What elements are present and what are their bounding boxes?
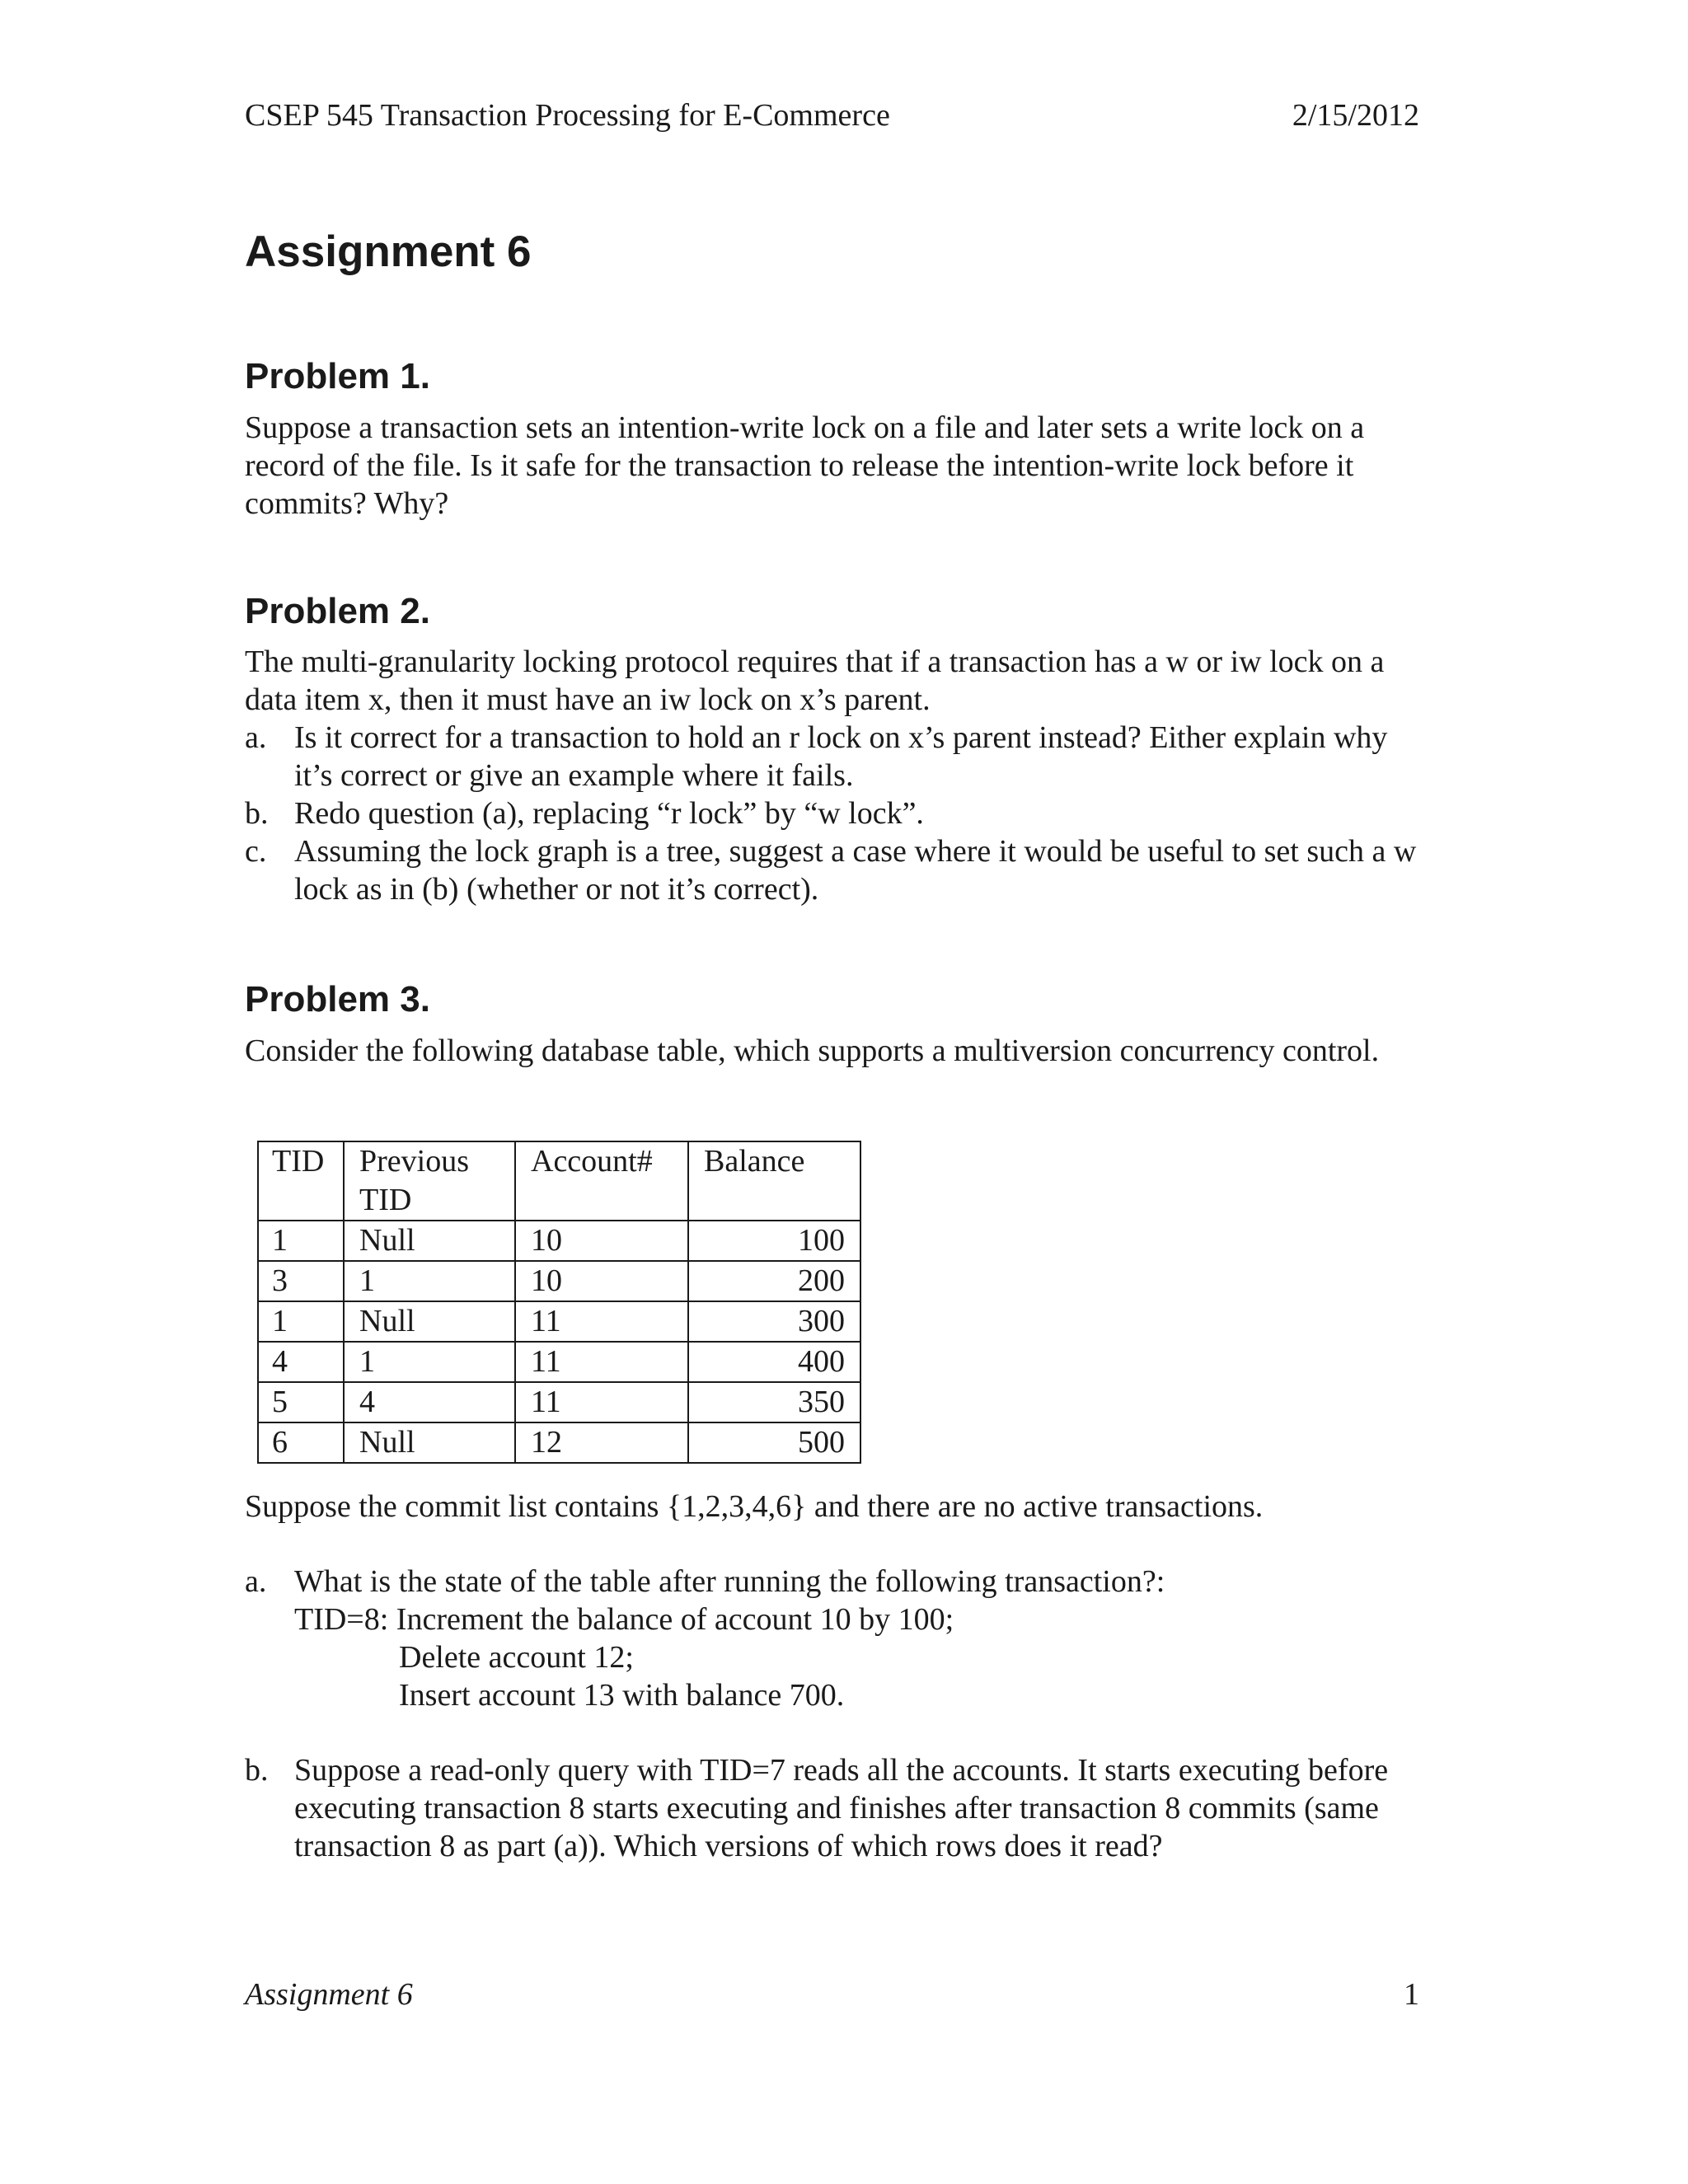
table-row	[258, 1301, 860, 1342]
page-header	[245, 97, 1419, 138]
question-b	[245, 1751, 1423, 1865]
table-row	[258, 1422, 860, 1463]
commit-list-note: Suppose the commit list contains {1,2,3,4,6} and there are no active transactions.	[245, 1489, 1264, 1524]
cell-tid: 1	[258, 1221, 344, 1261]
question-a-marker: a.	[245, 1564, 267, 1599]
transaction-line-2: Delete account 12;	[399, 1640, 634, 1675]
column-header: Account#	[515, 1141, 688, 1221]
item-text: Assuming the lock graph is a tree, suggest a case where it would be useful to set such a w lock as in (b) (whether or not it’s correct).	[294, 834, 1417, 907]
problem-2-questions	[245, 719, 1423, 908]
cell-tid: 1	[258, 1301, 344, 1342]
problem-2-item-a	[245, 719, 1423, 794]
item-marker: a.	[245, 720, 267, 755]
page-number: 1	[1404, 1977, 1419, 2012]
item-text: Redo question (a), replacing “r lock” by “w lock”.	[294, 796, 924, 831]
item-marker: b.	[245, 1753, 269, 1788]
cell-balance: 400	[688, 1342, 860, 1382]
problem-3-intro: Consider the following database table, which supports a multiversion concurrency control.	[245, 1033, 1380, 1068]
cell-account: 11	[515, 1301, 688, 1342]
cell-tid: 3	[258, 1261, 344, 1301]
question-a-text: What is the state of the table after running the following transaction?:	[294, 1564, 1165, 1599]
cell-account: 11	[515, 1342, 688, 1382]
footer-label: Assignment 6	[245, 1977, 413, 2012]
table-row	[258, 1221, 860, 1261]
table-row	[258, 1261, 860, 1301]
document-title: Assignment 6	[245, 227, 532, 276]
problem-1-heading: Problem 1.	[245, 356, 430, 396]
header-date: 2/15/2012	[1292, 98, 1419, 133]
item-marker: b.	[245, 796, 269, 831]
cell-tid: 6	[258, 1422, 344, 1463]
cell-previous-tid: Null	[344, 1422, 515, 1463]
cell-previous-tid: 1	[344, 1342, 515, 1382]
course-title: CSEP 545 Transaction Processing for E-Commerce	[245, 98, 890, 133]
cell-tid: 4	[258, 1342, 344, 1382]
cell-balance: 500	[688, 1422, 860, 1463]
cell-previous-tid: 1	[344, 1261, 515, 1301]
cell-previous-tid: Null	[344, 1221, 515, 1261]
problem-2-item-c	[245, 832, 1423, 908]
item-text: Suppose a read-only query with TID=7 reads all the accounts. It starts executing before executing transaction 8 starts executing and finishes after transaction 8 commits (same transaction 8 as part (a)). Which versions of which rows does it read?	[294, 1753, 1389, 1863]
cell-balance: 100	[688, 1221, 860, 1261]
column-header: Balance	[688, 1141, 860, 1221]
table-row	[258, 1342, 860, 1382]
cell-account: 11	[515, 1382, 688, 1422]
problem-1-text: Suppose a transaction sets an intention-write lock on a file and later sets a write lock on a record of the file. Is it safe for the transaction to release the intention-write lock before it commits? Why?	[245, 410, 1365, 521]
cell-previous-tid: 4	[344, 1382, 515, 1422]
item-text: Is it correct for a transaction to hold an r lock on x’s parent instead? Either explain why it’s correct or give an example where it fails.	[294, 720, 1388, 793]
problem-2-intro: The multi-granularity locking protocol requires that if a transaction has a w or iw lock on a data item x, then it must have an iw lock on x’s parent.	[245, 644, 1385, 717]
problem-2-heading: Problem 2.	[245, 591, 430, 631]
cell-account: 12	[515, 1422, 688, 1463]
transaction-line-1: TID=8: Increment the balance of account 10 by 100;	[294, 1602, 954, 1637]
problem-3-heading: Problem 3.	[245, 979, 430, 1019]
cell-tid: 5	[258, 1382, 344, 1422]
column-header: TID	[258, 1141, 344, 1221]
multiversion-table	[257, 1141, 861, 1464]
cell-previous-tid: Null	[344, 1301, 515, 1342]
cell-account: 10	[515, 1221, 688, 1261]
item-marker: c.	[245, 834, 267, 869]
cell-balance: 300	[688, 1301, 860, 1342]
problem-3-question-b	[245, 1751, 1423, 1865]
cell-account: 10	[515, 1261, 688, 1301]
problem-2-item-b	[245, 794, 1423, 832]
table-header-row	[258, 1141, 860, 1221]
column-header: Previous TID	[344, 1141, 515, 1221]
cell-balance: 350	[688, 1382, 860, 1422]
table-row	[258, 1382, 860, 1422]
cell-balance: 200	[688, 1261, 860, 1301]
transaction-line-3: Insert account 13 with balance 700.	[399, 1678, 845, 1713]
